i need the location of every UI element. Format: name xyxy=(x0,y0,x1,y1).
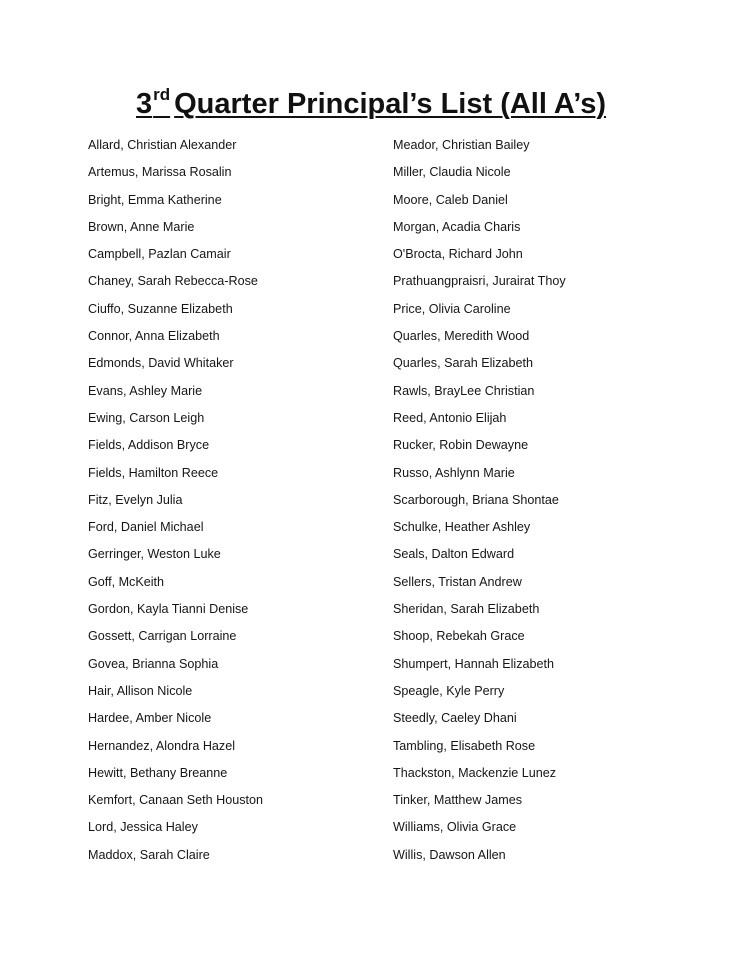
student-name: Kemfort, Canaan Seth Houston xyxy=(88,793,264,808)
student-name: Price, Olivia Caroline xyxy=(393,301,511,316)
student-name: Brown, Anne Marie xyxy=(88,219,195,234)
student-name: Miller, Claudia Nicole xyxy=(393,165,511,180)
student-name: Campbell, Pazlan Camair xyxy=(88,247,231,262)
student-name: Seals, Dalton Edward xyxy=(393,547,515,562)
student-name: Fitz, Evelyn Julia xyxy=(88,492,183,507)
student-name: Ford, Daniel Michael xyxy=(88,520,204,535)
student-name: Gordon, Kayla Tianni Denise xyxy=(88,602,249,617)
student-name: Hernandez, Alondra Hazel xyxy=(88,738,236,753)
student-name: Allard, Christian Alexander xyxy=(88,138,237,152)
student-name: Goff, McKeith xyxy=(88,574,165,589)
student-name: Gossett, Carrigan Lorraine xyxy=(88,629,237,644)
page-title-text xyxy=(136,84,606,124)
title-ordinal: 3 xyxy=(135,88,153,120)
student-name: Evans, Ashley Marie xyxy=(88,383,203,398)
student-name: Tinker, Matthew James xyxy=(393,793,523,808)
left-name-column xyxy=(88,136,378,873)
student-name: Williams, Olivia Grace xyxy=(393,820,517,835)
student-name: Artemus, Marissa Rosalin xyxy=(88,165,232,180)
student-name: Willis, Dawson Allen xyxy=(393,847,506,862)
student-name: Moore, Caleb Daniel xyxy=(393,192,508,207)
student-name: Speagle, Kyle Perry xyxy=(393,683,505,698)
student-name: Sheridan, Sarah Elizabeth xyxy=(393,602,540,617)
student-name: Rucker, Robin Dewayne xyxy=(393,438,529,453)
student-name: Bright, Emma Katherine xyxy=(88,192,222,207)
student-name: Prathuangpraisri, Jurairat Thoy xyxy=(393,274,566,289)
student-name: Thackston, Mackenzie Lunez xyxy=(393,765,557,780)
title-ordinal-suffix: rd xyxy=(153,85,171,105)
student-name: Sellers, Tristan Andrew xyxy=(393,574,522,589)
student-name: Meador, Christian Bailey xyxy=(393,138,530,152)
student-name: Quarles, Meredith Wood xyxy=(393,329,530,344)
title-text: Quarter Principal’s List (All A’s) xyxy=(174,88,607,120)
student-name: Shumpert, Hannah Elizabeth xyxy=(393,656,555,671)
student-name: Fields, Addison Bryce xyxy=(88,438,210,453)
student-name: Quarles, Sarah Elizabeth xyxy=(393,356,534,371)
student-name: Gerringer, Weston Luke xyxy=(88,547,221,562)
student-name: Morgan, Acadia Charis xyxy=(393,219,521,234)
student-name: Scarborough, Briana Shontae xyxy=(393,492,559,507)
student-name: Tambling, Elisabeth Rose xyxy=(393,738,536,753)
student-name: Shoop, Rebekah Grace xyxy=(393,629,525,644)
page-title xyxy=(0,84,742,124)
right-name-column xyxy=(393,136,723,873)
student-name: Hardee, Amber Nicole xyxy=(88,711,212,726)
student-name: Lord, Jessica Haley xyxy=(88,820,198,835)
student-name: Govea, Brianna Sophia xyxy=(88,656,219,671)
student-name: Steedly, Caeley Dhani xyxy=(393,711,517,726)
student-name: Reed, Antonio Elijah xyxy=(393,410,507,425)
student-name: Schulke, Heather Ashley xyxy=(393,520,531,535)
student-name: Connor, Anna Elizabeth xyxy=(88,329,220,344)
student-name: Fields, Hamilton Reece xyxy=(88,465,219,480)
student-name: Hewitt, Bethany Breanne xyxy=(88,765,228,780)
student-name: O'Brocta, Richard John xyxy=(393,247,523,262)
student-name: Chaney, Sarah Rebecca-Rose xyxy=(88,274,258,289)
student-name: Russo, Ashlynn Marie xyxy=(393,465,515,480)
student-name: Maddox, Sarah Claire xyxy=(88,847,210,862)
student-name: Ewing, Carson Leigh xyxy=(88,410,205,425)
student-name: Rawls, BrayLee Christian xyxy=(393,383,535,398)
student-name: Ciuffo, Suzanne Elizabeth xyxy=(88,301,233,316)
student-name: Hair, Allison Nicole xyxy=(88,683,193,698)
student-name: Edmonds, David Whitaker xyxy=(88,356,234,371)
